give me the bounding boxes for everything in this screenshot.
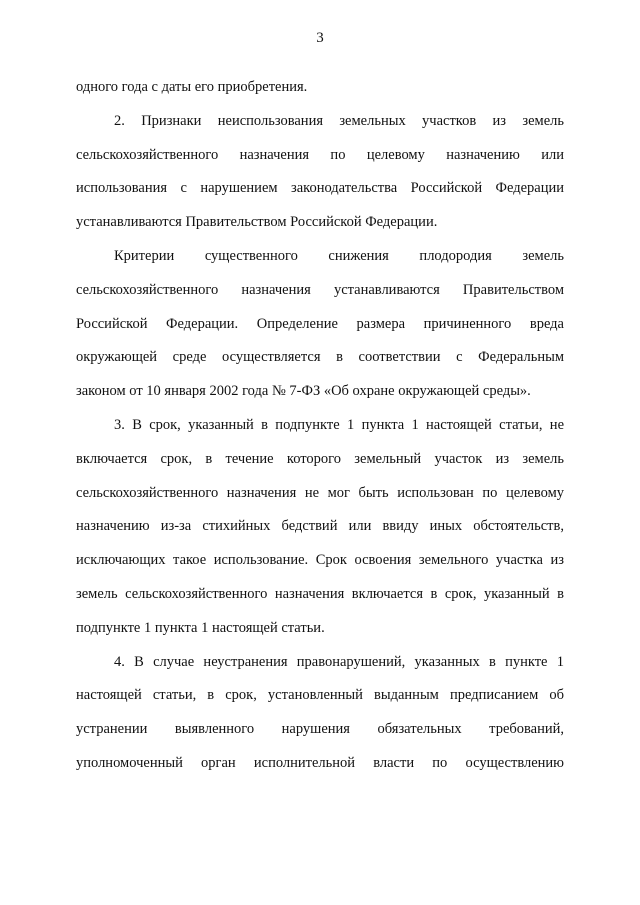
text-line: назначению из-за стихийных бедствий или ввиду иных обстоятельств, xyxy=(76,518,564,535)
text-line: использования с нарушением законодательства Российской Федерации xyxy=(76,180,564,197)
text-line: 2. Признаки неиспользования земельных участков из земель xyxy=(114,112,564,129)
text-line: 3. В срок, указанный в подпункте 1 пункта 1 настоящей статьи, не xyxy=(114,416,564,433)
text-line: 4. В случае неустранения правонарушений, указанных в пункте 1 xyxy=(114,653,564,670)
text-line: Российской Федерации. Определение размера причиненного вреда xyxy=(76,315,564,332)
text-line: земель сельскохозяйственного назначения включается в срок, указанный в xyxy=(76,585,564,602)
text-line: сельскохозяйственного назначения устанавливаются Правительством xyxy=(76,281,564,298)
text-line: уполномоченный орган исполнительной власти по осуществлению xyxy=(76,754,564,771)
text-line: устанавливаются Правительством Российской Федерации. xyxy=(76,214,438,231)
text-line: сельскохозяйственного назначения по целевому назначению или xyxy=(76,146,564,163)
text-line: исключающих такое использование. Срок освоения земельного участка из xyxy=(76,552,564,569)
document-body xyxy=(76,73,564,783)
text-line: законом от 10 января 2002 года № 7-ФЗ «Об охране окружающей среды». xyxy=(76,383,531,400)
text-line: окружающей среде осуществляется в соответствии с Федеральным xyxy=(76,349,564,366)
text-line: устранении выявленного нарушения обязательных требований, xyxy=(76,721,564,738)
page-number: 3 xyxy=(316,30,324,46)
text-line: одного года с даты его приобретения. xyxy=(76,79,308,95)
text-line: настоящей статьи, в срок, установленный выданным предписанием об xyxy=(76,687,564,704)
text-line: включается срок, в течение которого земельный участок из земель xyxy=(76,450,564,467)
text-line: Критерии существенного снижения плодородия земель xyxy=(114,247,564,264)
text-line: сельскохозяйственного назначения не мог быть использован по целевому xyxy=(76,484,564,501)
text-line: подпункте 1 пункта 1 настоящей статьи. xyxy=(76,619,325,636)
